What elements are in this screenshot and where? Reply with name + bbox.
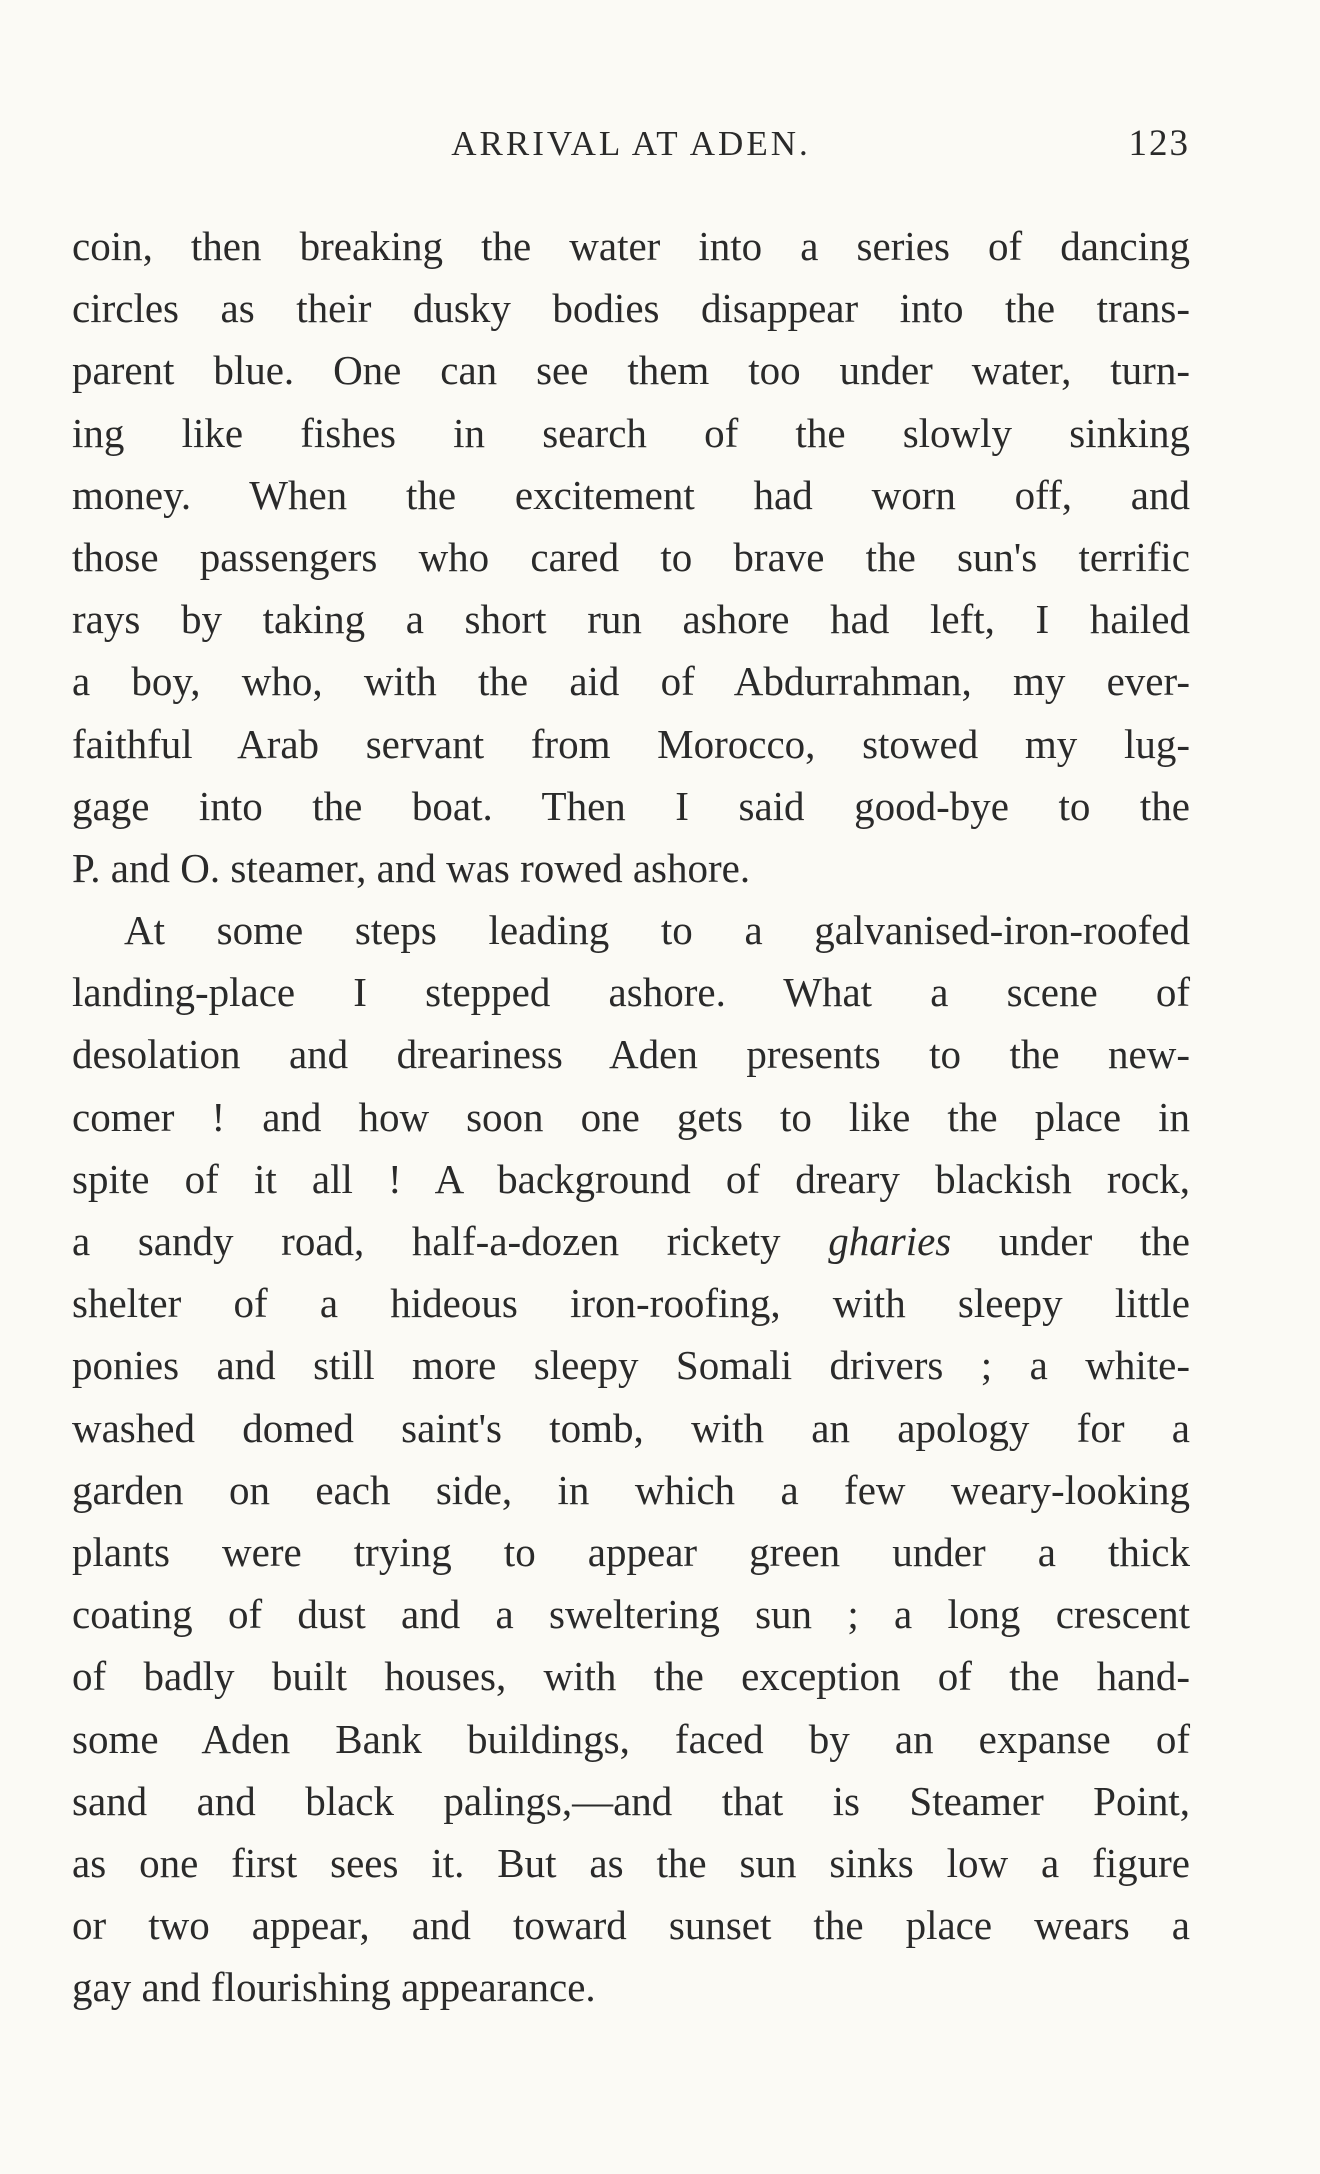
text-line: rays by taking a short run ashore had left, I hailed — [72, 596, 1190, 643]
running-title: ARRIVAL AT ADEN. — [451, 124, 811, 163]
text-line: some Aden Bank buildings, faced by an expanse of — [72, 1715, 1190, 1762]
text-line: spite of it all ! A background of dreary blackish rock, — [72, 1155, 1190, 1202]
text-line: those passengers who cared to brave the sun's terrific — [72, 533, 1190, 580]
body-text — [72, 215, 1190, 2018]
text-line: desolation and dreariness Aden presents to the new- — [72, 1031, 1190, 1078]
text-line — [72, 1210, 1190, 1272]
text-line: washed domed saint's tomb, with an apology for a — [72, 1404, 1190, 1451]
text-line: sand and black palings,—and that is Steamer Point, — [72, 1777, 1190, 1824]
text-line: garden on each side, in which a few weary-looking — [72, 1466, 1190, 1513]
text-line: ponies and still more sleepy Somali drivers ; a white- — [72, 1342, 1190, 1389]
text-line: circles as their dusky bodies disappear into the trans- — [72, 285, 1190, 332]
text-line: gage into the boat. Then I said good-bye to the — [72, 782, 1190, 829]
paragraph-1 — [72, 215, 1190, 899]
text-line: a boy, who, with the aid of Abdurrahman, my ever- — [72, 658, 1190, 705]
text-line: At some steps leading to a galvanised-iron-roofed — [124, 907, 1190, 954]
text-line: or two appear, and toward sunset the place wears a — [72, 1902, 1190, 1949]
running-head — [72, 118, 1190, 170]
text-line: gay and flourishing appearance. — [72, 1964, 596, 2011]
text-line: P. and O. steamer, and was rowed ashore. — [72, 844, 751, 891]
page-number: 123 — [1128, 123, 1190, 164]
text-line: money. When the excitement had worn off, and — [72, 471, 1190, 518]
text-fragment: a sandy road, half-a-dozen rickety — [72, 1218, 781, 1264]
text-line: parent blue. One can see them too under water, turn- — [72, 347, 1190, 394]
paragraph-2 — [72, 899, 1190, 2018]
text-line: coating of dust and a sweltering sun ; a long crescent — [72, 1591, 1190, 1638]
text-fragment: under the — [998, 1218, 1191, 1264]
text-line: plants were trying to appear green under a thick — [72, 1528, 1190, 1575]
text-line: ing like fishes in search of the slowly sinking — [72, 409, 1190, 456]
text-line: coin, then breaking the water into a series of dancing — [72, 223, 1190, 269]
text-line: landing-place I stepped ashore. What a scene of — [72, 969, 1190, 1016]
text-line: faithful Arab servant from Morocco, stowed my lug- — [72, 720, 1190, 767]
text-line: as one first sees it. But as the sun sinks low a figure — [72, 1839, 1190, 1886]
text-line: shelter of a hideous iron-roofing, with sleepy little — [72, 1280, 1190, 1327]
text-line: of badly built houses, with the exception of the hand- — [72, 1653, 1190, 1700]
text-line: comer ! and how soon one gets to like the place in — [72, 1093, 1190, 1140]
italic-word: gharies — [828, 1218, 952, 1264]
